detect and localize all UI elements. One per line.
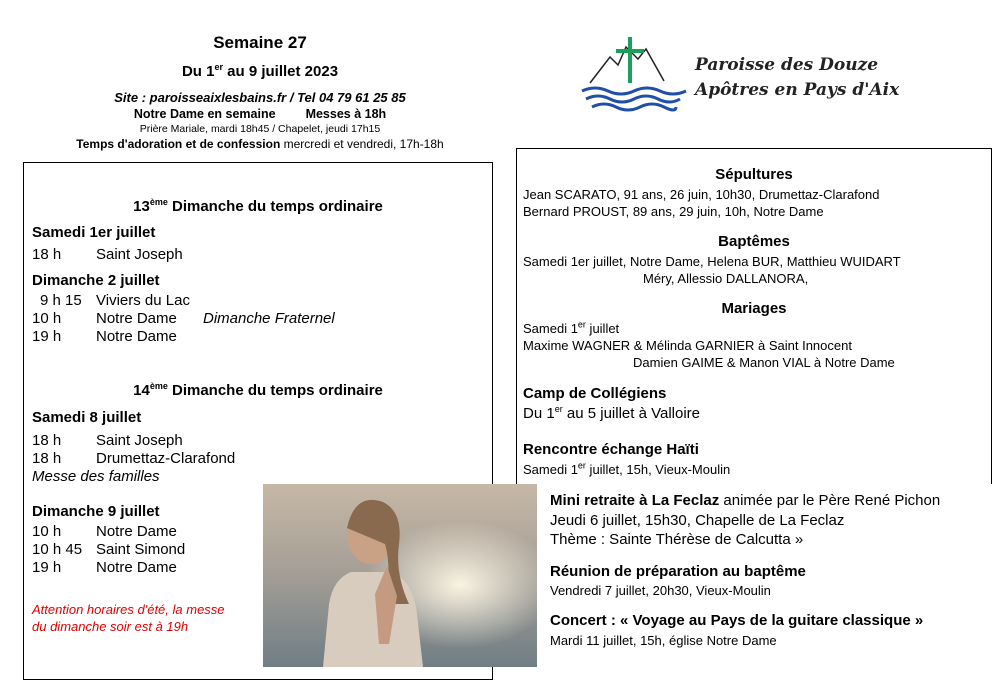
schedule-row: 18 h Drumettaz-Clarafond [32,450,236,467]
weddings-title: Mariages [721,300,787,317]
wedding-entry: Maxime WAGNER & Mélinda GARNIER à Saint Innocent [523,338,852,353]
camp-title: Camp de Collégiens [523,385,667,402]
haiti-details: Samedi 1er juillet, 15h, Vieux-Moulin [523,460,731,477]
week-title: Semaine 27 [213,33,307,52]
funeral-entry: Jean SCARATO, 91 ans, 26 juin, 10h30, Drumettaz-Clarafond [523,187,880,202]
baptisms-title: Baptêmes [718,233,790,250]
site-and-phone: Site : paroisseaixlesbains.fr / Tel 04 79 61 25 85 [114,90,406,105]
sunday-note: Dimanche Fraternel [203,310,335,327]
family-mass-note: Messe des familles [32,468,160,485]
concert-details: Mardi 11 juillet, 15h, église Notre Dame [550,633,777,648]
schedule-row: 19 h Notre Dame [32,328,177,345]
bulletin-header [60,32,460,152]
schedule-row: 18 h Saint Joseph [32,246,183,263]
parish-logo [580,35,980,125]
baptism-prep-details: Vendredi 7 juillet, 20h30, Vieux-Moulin [550,583,771,598]
schedule-row: 18 h Saint Joseph [32,432,183,449]
camp-dates: Du 1er au 5 juillet à Valloire [523,404,701,422]
adoration-times: Temps d'adoration et de confession mercredi et vendredi, 17h-18h [76,137,444,151]
prayer-times: Prière Mariale, mardi 18h45 / Chapelet, jeudi 17h15 [139,123,381,135]
weekday-masses: Notre Dame en semaine Messes à 18h [133,107,387,121]
sunday-2-label: Dimanche 2 juillet [32,272,160,289]
saturday-1-label: Samedi 1er juillet [32,224,156,241]
schedule-row: 10 h 45 Saint Simond [32,541,186,558]
funerals-title: Sépultures [715,166,793,183]
schedule-row: 19 h Notre Dame [32,559,177,576]
baptism-prep-title: Réunion de préparation au baptême [550,563,806,580]
summer-hours-warning: Attention horaires d'été, la messe du dimanche soir est à 19h [32,602,225,634]
schedule-row: 10 h Notre Dame [32,523,177,540]
wedding-date: Samedi 1er juillet [523,319,620,336]
retreat-date: Jeudi 6 juillet, 15h30, Chapelle de La Feclaz [550,512,845,529]
cross-mountain-waves-icon [580,35,690,115]
retreat-theme: Thème : Sainte Thérèse de Calcutta » [550,531,804,548]
retreat-title: Mini retraite à La Feclaz animée par le Père René Pichon [550,492,941,509]
schedule-row: 9 h 15 Viviers du Lac [40,292,190,309]
concert-title: Concert : « Voyage au Pays de la guitare classique » [550,612,924,629]
praying-woman-photo [263,484,537,667]
week-dates: Du 1er au 9 juillet 2023 [181,62,339,80]
saturday-8-label: Samedi 8 juillet [32,409,142,426]
announcements-box [516,148,992,484]
sunday-9-label: Dimanche 9 juillet [32,503,160,520]
wedding-entry: Damien GAIME & Manon VIAL à Notre Dame [633,355,895,370]
sunday-14-title: 14ème Dimanche du temps ordinaire [133,381,383,399]
funeral-entry: Bernard PROUST, 89 ans, 29 juin, 10h, Notre Dame [523,204,824,219]
haiti-title: Rencontre échange Haïti [523,441,699,458]
parish-name: Paroisse des Douze Apôtres en Pays d'Aix [695,55,900,100]
baptism-entry: Méry, Allessio DALLANORA, [643,271,809,286]
sunday-13-title: 13ème Dimanche du temps ordinaire [133,197,383,215]
schedule-row: 10 h Notre Dame Dimanche Fraternel [32,310,335,327]
baptism-entry: Samedi 1er juillet, Notre Dame, Helena BUR, Matthieu WUIDART [523,254,901,269]
